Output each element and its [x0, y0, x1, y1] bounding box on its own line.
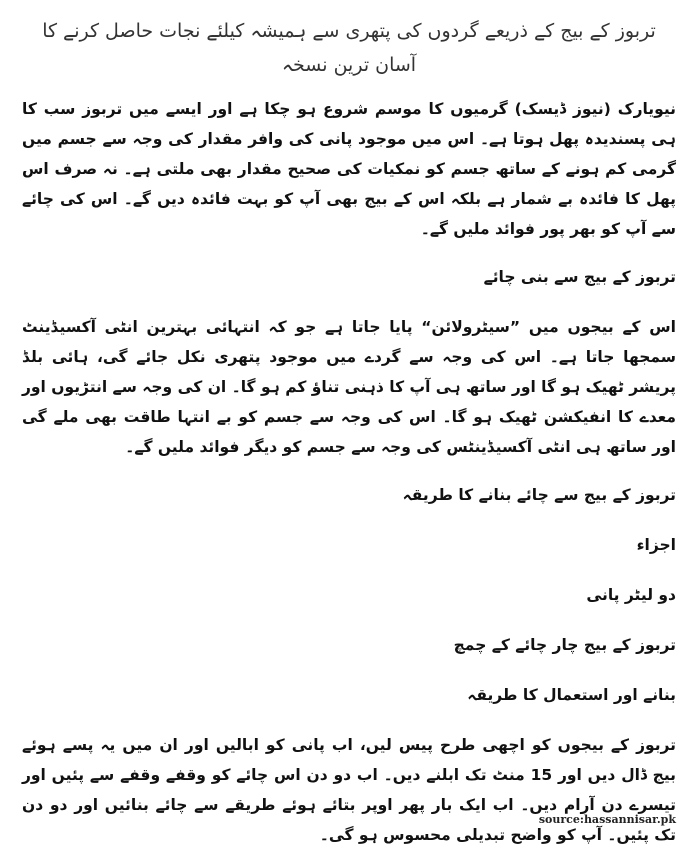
article: [22, 14, 676, 868]
usage-heading: بنانے اور استعمال کا طریقہ: [467, 686, 676, 704]
ingredient-water: دو لیٹر پانی: [586, 586, 676, 604]
source-credit: source:hassannisar.pk: [538, 813, 676, 826]
method-heading: تربوز کے بیج سے چائے بنانے کا طریقہ: [402, 486, 676, 504]
article-title: تربوز کے بیج کے ذریعے گردوں کی پتھری سے ہمیشہ کیلئے نجات حاصل کرنے کا آسان ترین نسخہ: [42, 20, 656, 76]
ingredient-seeds: تربوز کے بیج چار چائے کے چمچ: [453, 636, 676, 654]
instructions-paragraph: تربوز کے بیجوں کو اچھی طرح پیس لیں، اب پانی کو ابالیں اور ان میں یہ پسے ہوئے بیج ڈال دیں اور 15 منٹ تک ابلنے دیں۔ اب دو دن اس چائے کو وقفے وقفے سے پئیں اور تیسرے دن آرام دیں۔ اب ایک بار پھر اوپر بتائے ہوئے طریقے سے چائے بنائیں اور دو دن تک پئیں۔ آپ کو واضح تبدیلی محسوس ہو گی۔: [22, 736, 676, 844]
intro-paragraph: نیویارک (نیوز ڈیسک) گرمیوں کا موسم شروع ہو چکا ہے اور ایسے میں تربوز سب کا ہی پسندیدہ پھل ہوتا ہے۔ اس میں موجود پانی کی وافر مقدار کی وجہ سے جسم میں گرمی کم ہونے کے ساتھ جسم کو نمکیات کی صحیح مقدار بھی ملتی ہے۔ نہ صرف اس پھل کا فائدہ بے شمار ہے بلکہ اس کے بیج بھی آپ کو بہت فائدہ دیں گے۔ اس کی چائے سے آپ کو بھر پور فوائد ملیں گے۔: [22, 100, 676, 238]
benefits-paragraph: اس کے بیجوں میں ”سیٹرولائن“ پایا جاتا ہے جو کہ انتہائی بہترین انٹی آکسیڈینٹ سمجھا جاتا ہے۔ اس کی وجہ سے گردے میں موجود پتھری نکل جائے گی، ہائی بلڈ پریشر ٹھیک ہو گا اور ساتھ ہی آپ کا ذہنی تناؤ کم ہو گا۔ ان کی وجہ سے انتڑیوں اور معدے کا انفیکشن ٹھیک ہو گا۔ اس کی وجہ سے جسم کو بے انتہا طاقت بھی ملے گی اور ساتھ ہی انٹی آکسیڈینٹس کی وجہ سے جسم کو دیگر فوائد ملیں گے۔: [22, 318, 676, 456]
tea-heading: تربوز کے بیج سے بنی چائے: [483, 268, 676, 286]
ingredients-heading: اجزاء: [636, 536, 676, 554]
